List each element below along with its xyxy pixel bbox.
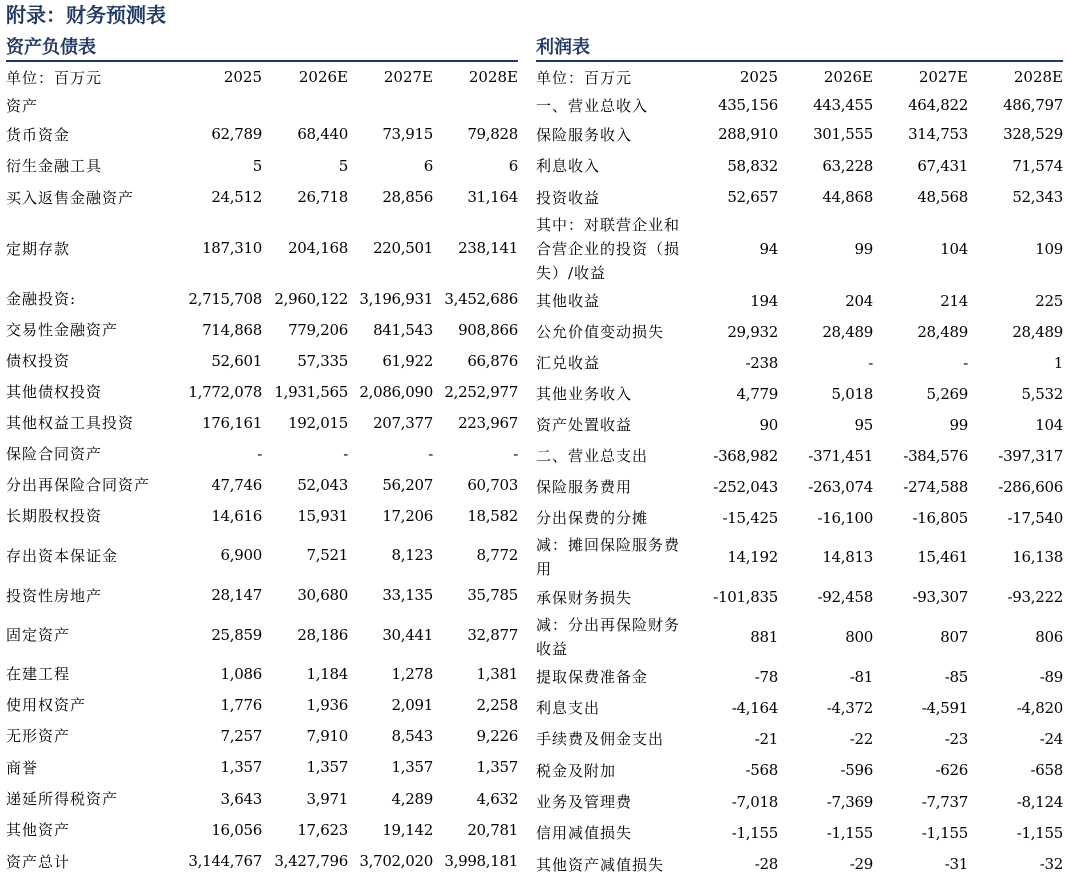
row-value: 99 bbox=[854, 240, 873, 258]
row-label: 利息收入 bbox=[536, 157, 601, 175]
row-value: -274,588 bbox=[903, 477, 968, 496]
row-value: 20,781 bbox=[467, 820, 518, 839]
row-value: 1,931,565 bbox=[274, 382, 348, 401]
row-value: 52,343 bbox=[1012, 188, 1063, 206]
row-label: 保险服务收入 bbox=[536, 125, 633, 144]
row-value: -16,805 bbox=[912, 508, 968, 527]
table-row bbox=[6, 611, 518, 658]
row-value: -21 bbox=[754, 729, 778, 748]
row-value: 464,822 bbox=[908, 96, 968, 114]
table-row bbox=[6, 314, 518, 345]
row-value: -29 bbox=[849, 855, 873, 873]
row-value: 109 bbox=[1035, 240, 1063, 258]
table-row bbox=[6, 213, 518, 283]
row-value: 7,910 bbox=[306, 726, 348, 745]
row-label: 资产 bbox=[6, 96, 39, 115]
row-value: 58,832 bbox=[727, 156, 778, 175]
row-value: 223,967 bbox=[458, 413, 518, 432]
table-row bbox=[6, 658, 518, 689]
row-value: -28 bbox=[754, 855, 778, 873]
row-value: 24,512 bbox=[211, 188, 262, 206]
row-value: 52,657 bbox=[727, 188, 778, 206]
table-row bbox=[6, 531, 518, 579]
row-value: -4,164 bbox=[731, 698, 778, 717]
row-value: -23 bbox=[944, 729, 968, 748]
header-year: 2028E bbox=[1013, 68, 1063, 86]
row-label: 其他资产 bbox=[6, 821, 71, 839]
table-row bbox=[6, 345, 518, 376]
row-value: 328,529 bbox=[1003, 125, 1063, 143]
row-value: -1,155 bbox=[1016, 823, 1063, 842]
row-value: - bbox=[868, 353, 873, 372]
row-value: -368,982 bbox=[713, 446, 778, 465]
row-value: 486,797 bbox=[1003, 96, 1063, 114]
row-value: - bbox=[513, 444, 518, 463]
row-label: 货币资金 bbox=[6, 125, 71, 144]
row-value: 4,632 bbox=[476, 789, 518, 808]
row-label: 信用减值损失 bbox=[536, 824, 633, 842]
row-value: 435,156 bbox=[718, 96, 778, 114]
row-value: 314,753 bbox=[908, 125, 968, 143]
balance-sheet-table bbox=[6, 62, 518, 877]
header-year: 2028E bbox=[468, 68, 518, 86]
table-row bbox=[536, 118, 1063, 150]
table-row bbox=[6, 181, 518, 213]
income-statement-title: 利润表 bbox=[536, 34, 1063, 62]
row-value: -92,458 bbox=[817, 588, 873, 606]
row-value: 8,543 bbox=[391, 726, 433, 745]
row-label: 承保财务损失 bbox=[536, 588, 633, 607]
row-label: 债权投资 bbox=[6, 352, 71, 370]
row-value: - bbox=[963, 353, 968, 372]
row-value: 3,998,181 bbox=[444, 852, 518, 870]
header-year: 2027E bbox=[383, 68, 433, 86]
header-year: 2026E bbox=[823, 68, 873, 86]
row-value: 2,086,090 bbox=[359, 382, 433, 401]
row-value: -384,576 bbox=[903, 446, 968, 465]
row-label: 定期存款 bbox=[6, 239, 71, 258]
row-label: 利息支出 bbox=[536, 699, 601, 717]
row-value: - bbox=[428, 444, 433, 463]
row-value: -24 bbox=[1039, 729, 1063, 748]
row-value: 30,441 bbox=[382, 625, 433, 644]
row-value: 5,018 bbox=[831, 384, 873, 403]
row-value: -371,451 bbox=[808, 446, 873, 465]
row-value: 207,377 bbox=[373, 413, 433, 432]
row-value: -263,074 bbox=[808, 477, 873, 496]
row-value: 14,192 bbox=[727, 548, 778, 566]
row-value: 68,440 bbox=[297, 125, 348, 143]
table-row bbox=[536, 440, 1063, 471]
row-value: 1,357 bbox=[306, 758, 348, 776]
row-value: - bbox=[257, 444, 262, 463]
row-value: 806 bbox=[1035, 628, 1063, 646]
row-value: 1,086 bbox=[220, 664, 262, 683]
row-value: 19,142 bbox=[382, 820, 433, 839]
row-value: -81 bbox=[849, 667, 873, 686]
row-value: -8,124 bbox=[1016, 792, 1063, 811]
row-value: 94 bbox=[759, 240, 778, 258]
table-row bbox=[536, 661, 1063, 692]
balance-sheet-title: 资产负债表 bbox=[6, 34, 518, 62]
row-value: 1,357 bbox=[220, 758, 262, 776]
row-label: 资产处置收益 bbox=[536, 416, 633, 434]
row-value: 204 bbox=[845, 291, 873, 310]
row-value: 214 bbox=[940, 291, 968, 310]
table-row bbox=[536, 213, 1063, 285]
row-value: 192,015 bbox=[288, 413, 348, 432]
row-value: 1,184 bbox=[306, 664, 348, 683]
row-value bbox=[433, 92, 518, 118]
row-value: 2,091 bbox=[391, 695, 433, 714]
row-value: 67,431 bbox=[917, 156, 968, 175]
row-value: 28,489 bbox=[917, 322, 968, 341]
row-value: 17,206 bbox=[382, 506, 433, 525]
row-value: -4,372 bbox=[826, 698, 873, 717]
row-value: -4,591 bbox=[921, 698, 968, 717]
row-label: 金融投资: bbox=[6, 290, 77, 308]
row-value: 6 bbox=[423, 156, 433, 175]
row-value: -397,317 bbox=[998, 446, 1063, 465]
row-value: 288,910 bbox=[718, 125, 778, 143]
row-value: 30,680 bbox=[297, 586, 348, 604]
row-value: 3,702,020 bbox=[359, 852, 433, 870]
row-value: 61,922 bbox=[382, 351, 433, 370]
table-row bbox=[6, 689, 518, 720]
row-value: -93,222 bbox=[1007, 588, 1063, 606]
row-value: 841,543 bbox=[373, 320, 433, 339]
row-value: -658 bbox=[1030, 761, 1063, 779]
table-row bbox=[6, 469, 518, 500]
row-value: 99 bbox=[949, 415, 968, 434]
row-label: 投资性房地产 bbox=[6, 586, 103, 605]
row-label: 二、营业总支出 bbox=[536, 447, 649, 465]
row-value: 25,859 bbox=[211, 625, 262, 644]
income-statement-table bbox=[536, 62, 1063, 880]
row-value: -89 bbox=[1039, 667, 1063, 686]
row-label: 保险合同资产 bbox=[6, 445, 103, 463]
row-value: - bbox=[343, 444, 348, 463]
row-value: 29,932 bbox=[727, 322, 778, 341]
row-value: 3,144,767 bbox=[188, 852, 262, 870]
row-value: 908,866 bbox=[458, 320, 518, 339]
row-value: 28,147 bbox=[211, 586, 262, 604]
row-label: 减：分出再保险财务收益 bbox=[536, 616, 681, 658]
row-value: -1,155 bbox=[731, 823, 778, 842]
row-value: 60,703 bbox=[467, 475, 518, 494]
row-label: 存出资本保证金 bbox=[6, 546, 119, 565]
row-value: 3,196,931 bbox=[359, 289, 433, 308]
row-label: 长期股权投资 bbox=[6, 507, 103, 525]
row-value: 2,715,708 bbox=[188, 289, 262, 308]
table-row bbox=[536, 409, 1063, 440]
row-value: 807 bbox=[940, 628, 968, 646]
row-value: -4,820 bbox=[1016, 698, 1063, 717]
row-value: 7,521 bbox=[306, 546, 348, 564]
row-value: 44,868 bbox=[822, 188, 873, 206]
table-row bbox=[6, 814, 518, 845]
table-row bbox=[536, 150, 1063, 181]
table-row bbox=[6, 118, 518, 150]
row-value: 1,772,078 bbox=[188, 382, 262, 401]
row-label: 使用权资产 bbox=[6, 696, 87, 714]
row-value: -1,155 bbox=[826, 823, 873, 842]
row-label: 其他资产减值损失 bbox=[536, 855, 665, 874]
row-value: 225 bbox=[1035, 291, 1063, 310]
row-value: -17,540 bbox=[1007, 508, 1063, 527]
row-value: 1,776 bbox=[220, 695, 262, 714]
row-value: 3,452,686 bbox=[444, 289, 518, 308]
row-label: 分出再保险合同资产 bbox=[6, 476, 151, 494]
row-value: -7,737 bbox=[921, 792, 968, 811]
row-value: 52,601 bbox=[211, 351, 262, 370]
row-value: 5,532 bbox=[1021, 384, 1063, 403]
row-label: 其中：对联营企业和合营企业的投资（损失）/收益 bbox=[536, 216, 681, 282]
row-value: 14,616 bbox=[211, 506, 262, 525]
row-value: -31 bbox=[944, 855, 968, 873]
table-row bbox=[6, 92, 518, 118]
row-value: 881 bbox=[750, 628, 778, 646]
row-label: 减：摊回保险服务费用 bbox=[536, 536, 681, 578]
row-value: 71,574 bbox=[1012, 156, 1063, 175]
row-value: 194 bbox=[750, 291, 778, 310]
table-row bbox=[536, 723, 1063, 754]
row-value: -32 bbox=[1039, 855, 1063, 873]
row-value: 26,718 bbox=[297, 188, 348, 206]
header-unit: 单位：百万元 bbox=[536, 68, 633, 87]
row-value: 4,289 bbox=[391, 789, 433, 808]
row-value: 104 bbox=[940, 240, 968, 258]
table-row bbox=[536, 347, 1063, 378]
row-value: 48,568 bbox=[917, 188, 968, 206]
table-row bbox=[6, 751, 518, 783]
row-value: 6,900 bbox=[220, 546, 262, 564]
row-value: -78 bbox=[754, 667, 778, 686]
table-row bbox=[6, 720, 518, 751]
row-value: -596 bbox=[840, 761, 873, 779]
row-label: 商誉 bbox=[6, 758, 39, 777]
row-label: 一、营业总收入 bbox=[536, 96, 649, 115]
row-label: 交易性金融资产 bbox=[6, 321, 119, 339]
page-title: 附录：财务预测表 bbox=[6, 3, 166, 27]
table-row bbox=[6, 150, 518, 181]
row-label: 税金及附加 bbox=[536, 761, 617, 780]
row-value: 104 bbox=[1035, 415, 1063, 434]
row-label: 买入返售金融资产 bbox=[6, 188, 135, 207]
row-label: 其他业务收入 bbox=[536, 385, 633, 403]
header-year: 2025 bbox=[739, 68, 778, 86]
row-value: 15,931 bbox=[297, 506, 348, 525]
row-value: -16,100 bbox=[817, 508, 873, 527]
table-row bbox=[536, 92, 1063, 118]
row-value: 28,856 bbox=[382, 188, 433, 206]
table-row bbox=[6, 783, 518, 814]
row-value: 9,226 bbox=[476, 726, 518, 745]
row-value: 31,164 bbox=[467, 188, 518, 206]
row-value: 8,772 bbox=[476, 546, 518, 564]
table-row bbox=[536, 533, 1063, 581]
row-value: 33,135 bbox=[382, 586, 433, 604]
balance-sheet-header-row bbox=[6, 62, 518, 92]
row-label: 在建工程 bbox=[6, 665, 71, 683]
row-value: 95 bbox=[854, 415, 873, 434]
table-row bbox=[536, 848, 1063, 880]
row-value: -568 bbox=[745, 761, 778, 779]
row-value: 5 bbox=[338, 156, 348, 175]
row-value: -7,369 bbox=[826, 792, 873, 811]
row-value: -238 bbox=[745, 353, 778, 372]
row-value: 800 bbox=[845, 628, 873, 646]
row-value: -101,835 bbox=[713, 588, 778, 606]
row-value: 714,868 bbox=[202, 320, 262, 339]
row-label: 业务及管理费 bbox=[536, 793, 633, 811]
table-row bbox=[536, 692, 1063, 723]
row-value: -1,155 bbox=[921, 823, 968, 842]
table-row bbox=[6, 845, 518, 877]
row-value: 187,310 bbox=[202, 239, 262, 257]
row-label: 手续费及佣金支出 bbox=[536, 730, 665, 748]
row-value: 1,278 bbox=[391, 664, 433, 683]
row-value: 47,746 bbox=[211, 475, 262, 494]
row-value: -626 bbox=[935, 761, 968, 779]
row-value: 3,427,796 bbox=[274, 852, 348, 870]
row-value: 15,461 bbox=[917, 548, 968, 566]
table-row bbox=[6, 500, 518, 531]
row-value: 2,960,122 bbox=[274, 289, 348, 308]
table-row bbox=[536, 316, 1063, 347]
row-label: 投资收益 bbox=[536, 188, 601, 207]
table-row bbox=[536, 613, 1063, 661]
row-label: 公允价值变动损失 bbox=[536, 323, 665, 341]
row-value: 79,828 bbox=[467, 125, 518, 143]
row-value: 7,257 bbox=[220, 726, 262, 745]
row-value: 62,789 bbox=[211, 125, 262, 143]
row-value: 238,141 bbox=[458, 239, 518, 257]
table-row bbox=[6, 283, 518, 314]
row-value: 66,876 bbox=[467, 351, 518, 370]
row-value bbox=[176, 92, 262, 118]
table-row bbox=[536, 471, 1063, 502]
table-row bbox=[536, 817, 1063, 848]
header-year: 2027E bbox=[918, 68, 968, 86]
row-value: 4,779 bbox=[736, 384, 778, 403]
row-value: 56,207 bbox=[382, 475, 433, 494]
income-statement-header-row bbox=[536, 62, 1063, 92]
row-value: 1,936 bbox=[306, 695, 348, 714]
row-label: 其他收益 bbox=[536, 292, 601, 310]
row-value: 301,555 bbox=[813, 125, 873, 143]
row-value: 1,357 bbox=[391, 758, 433, 776]
balance-sheet-panel bbox=[6, 34, 518, 877]
row-value: 779,206 bbox=[288, 320, 348, 339]
row-value: 63,228 bbox=[822, 156, 873, 175]
row-value: 52,043 bbox=[297, 475, 348, 494]
row-label: 汇兑收益 bbox=[536, 354, 601, 372]
row-value: 16,138 bbox=[1012, 548, 1063, 566]
table-row bbox=[6, 438, 518, 469]
row-value: -252,043 bbox=[713, 477, 778, 496]
row-value: 16,056 bbox=[211, 820, 262, 839]
row-value bbox=[348, 92, 433, 118]
table-row bbox=[536, 502, 1063, 533]
row-value: 3,643 bbox=[220, 789, 262, 808]
table-row bbox=[6, 407, 518, 438]
table-row bbox=[6, 579, 518, 611]
row-value: 28,489 bbox=[1012, 322, 1063, 341]
row-label: 保险服务费用 bbox=[536, 478, 633, 496]
row-value: 28,186 bbox=[297, 625, 348, 644]
row-value: 176,161 bbox=[202, 413, 262, 432]
table-row bbox=[536, 754, 1063, 786]
row-value: -22 bbox=[849, 729, 873, 748]
row-label: 其他权益工具投资 bbox=[6, 414, 135, 432]
row-label: 衍生金融工具 bbox=[6, 157, 103, 175]
row-value: 1,357 bbox=[476, 758, 518, 776]
row-value: 14,813 bbox=[822, 548, 873, 566]
row-value: 443,455 bbox=[813, 96, 873, 114]
table-row bbox=[536, 581, 1063, 613]
row-value bbox=[262, 92, 348, 118]
header-year: 2026E bbox=[298, 68, 348, 86]
row-value: 73,915 bbox=[382, 125, 433, 143]
table-row bbox=[536, 181, 1063, 213]
header-unit: 单位：百万元 bbox=[6, 68, 103, 87]
row-label: 提取保费准备金 bbox=[536, 668, 649, 686]
row-value: 57,335 bbox=[297, 351, 348, 370]
row-value: 35,785 bbox=[467, 586, 518, 604]
row-value: 90 bbox=[759, 415, 778, 434]
row-value: -15,425 bbox=[722, 508, 778, 527]
row-value: -93,307 bbox=[912, 588, 968, 606]
row-value: 1 bbox=[1053, 353, 1063, 372]
row-value: 1,381 bbox=[476, 664, 518, 683]
row-value: 204,168 bbox=[288, 239, 348, 257]
row-value: 5,269 bbox=[926, 384, 968, 403]
table-row bbox=[6, 376, 518, 407]
row-value: 8,123 bbox=[391, 546, 433, 564]
table-row bbox=[536, 786, 1063, 817]
row-label: 固定资产 bbox=[6, 626, 71, 644]
row-label: 资产总计 bbox=[6, 852, 71, 871]
row-label: 其他债权投资 bbox=[6, 383, 103, 401]
row-value: 2,258 bbox=[476, 695, 518, 714]
row-value: 220,501 bbox=[373, 239, 433, 257]
row-label: 无形资产 bbox=[6, 727, 71, 745]
row-value: 3,971 bbox=[306, 789, 348, 808]
row-value: 18,582 bbox=[467, 506, 518, 525]
header-year: 2025 bbox=[223, 68, 262, 86]
row-label: 分出保费的分摊 bbox=[536, 509, 649, 527]
row-value: 28,489 bbox=[822, 322, 873, 341]
income-statement-panel bbox=[536, 34, 1063, 880]
row-value: 2,252,977 bbox=[444, 382, 518, 401]
row-value: -7,018 bbox=[731, 792, 778, 811]
row-value: 5 bbox=[252, 156, 262, 175]
row-value: 6 bbox=[508, 156, 518, 175]
row-value: 17,623 bbox=[297, 820, 348, 839]
table-row bbox=[536, 378, 1063, 409]
table-row bbox=[536, 285, 1063, 316]
row-label: 递延所得税资产 bbox=[6, 790, 119, 808]
row-value: -85 bbox=[944, 667, 968, 686]
row-value: -286,606 bbox=[998, 477, 1063, 496]
row-value: 32,877 bbox=[467, 625, 518, 644]
